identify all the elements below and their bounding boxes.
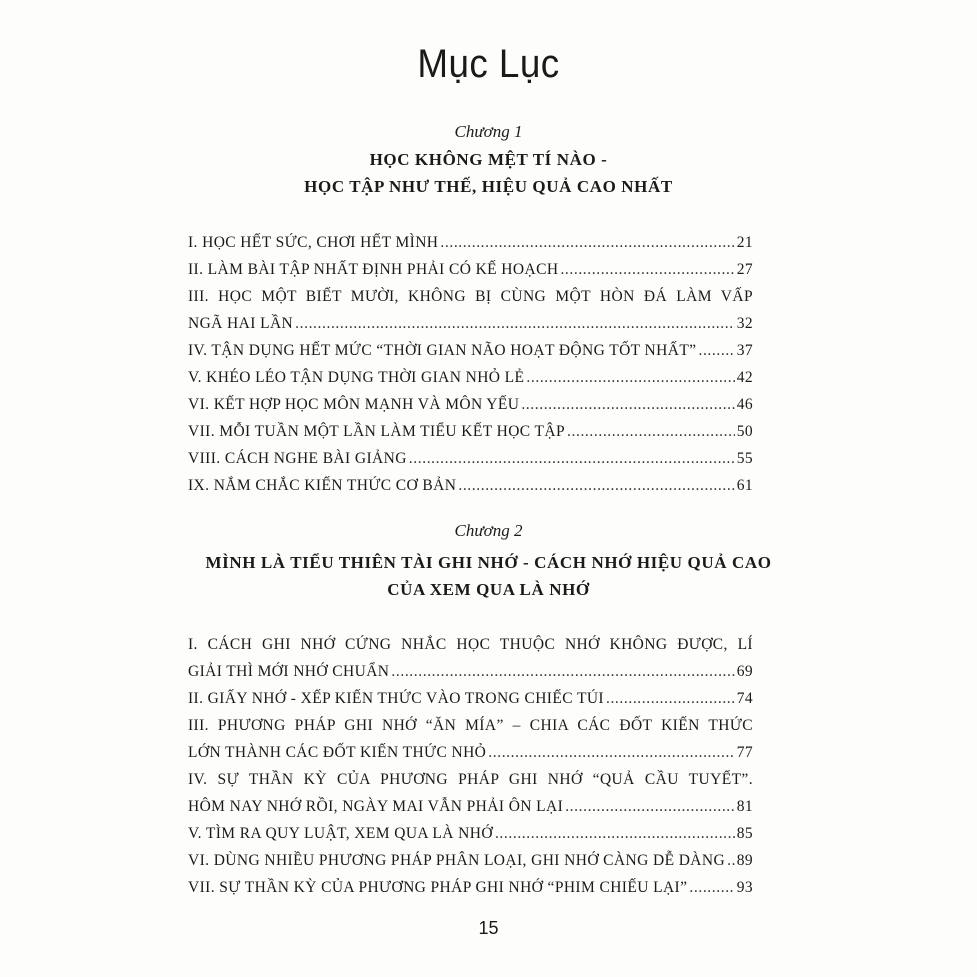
- toc-entry: [188, 445, 753, 472]
- toc-entry-page: 27: [736, 261, 753, 278]
- toc-entry-page: 21: [736, 234, 753, 251]
- toc-entry-title: IV. TẬN DỤNG HẾT MỨC “THỜI GIAN NÃO HOẠT ĐỘNG TỐT NHẤT”: [188, 342, 697, 359]
- toc-entry: [188, 472, 753, 499]
- toc-entry: [188, 685, 753, 712]
- toc-entry: [188, 739, 753, 766]
- toc-entry-title-first-line: I. CÁCH GHI NHỚ CỨNG NHẮC HỌC THUỘC NHỚ KHÔNG ĐƯỢC, LÍ: [188, 636, 753, 653]
- toc-entry: [188, 391, 753, 418]
- toc-leader-dots: [698, 337, 734, 364]
- toc-entry-title: IX. NẮM CHẮC KIẾN THỨC CƠ BẢN: [188, 477, 457, 494]
- toc-entry-title: V. TÌM RA QUY LUẬT, XEM QUA LÀ NHỚ: [188, 825, 493, 842]
- toc-entry-page: 61: [736, 477, 753, 494]
- toc-entry-title: VII. MỖI TUẦN MỘT LẦN LÀM TIỂU KẾT HỌC TẬP: [188, 423, 566, 440]
- toc-leader-dots: [560, 256, 734, 283]
- toc-entry-page: 46: [736, 396, 753, 413]
- toc-entry-title: VIII. CÁCH NGHE BÀI GIẢNG: [188, 450, 407, 467]
- toc-entry: [188, 229, 753, 256]
- toc-leader-dots: [567, 418, 735, 445]
- toc-entry: [188, 364, 753, 391]
- chapter-2-toc: [188, 631, 753, 901]
- toc-leader-dots: [488, 739, 734, 766]
- toc-entry-title-first-line: III. HỌC MỘT BIẾT MƯỜI, KHÔNG BỊ CÙNG MỘT HÒN ĐÁ LÀM VẤP: [188, 288, 753, 305]
- chapter-1-heading-line-2: HỌC TẬP NHƯ THẾ, HIỆU QUẢ CAO NHẤT: [304, 177, 673, 196]
- chapter-2-heading-line-2: CỦA XEM QUA LÀ NHỚ: [387, 580, 590, 599]
- toc-entry-page: 50: [736, 423, 753, 440]
- toc-entry-title: II. LÀM BÀI TẬP NHẤT ĐỊNH PHẢI CÓ KẾ HOẠCH: [188, 261, 559, 278]
- toc-entry-title: VII. SỰ THẦN KỲ CỦA PHƯƠNG PHÁP GHI NHỚ “PHIM CHIẾU LẠI”: [188, 879, 688, 896]
- toc-entry-title-continuation: GIẢI THÌ MỚI NHỚ CHUẨN: [188, 663, 390, 680]
- toc-entry: [188, 418, 753, 445]
- toc-entry-page: 93: [736, 879, 753, 896]
- chapter-1-label: Chương 1: [454, 122, 523, 141]
- toc-entry-title: VI. DÙNG NHIỀU PHƯƠNG PHÁP PHÂN LOẠI, GHI NHỚ CÀNG DỄ DÀNG: [188, 852, 726, 869]
- toc-leader-dots: [606, 685, 735, 712]
- toc-leader-dots: [409, 445, 735, 472]
- toc-entry-title: V. KHÉO LÉO TẬN DỤNG THỜI GIAN NHỎ LẺ: [188, 369, 525, 386]
- toc-leader-dots: [495, 820, 735, 847]
- toc-entry: [188, 256, 753, 283]
- chapter-1-heading-line-1: HỌC KHÔNG MỆT TÍ NÀO -: [369, 150, 608, 169]
- toc-leader-dots: [689, 874, 734, 901]
- chapter-2-label: Chương 2: [454, 521, 523, 540]
- toc-entry-page: 37: [736, 342, 753, 359]
- toc-entry-title: I. HỌC HẾT SỨC, CHƠI HẾT MÌNH: [188, 234, 439, 251]
- toc-entry-title-continuation: LỚN THÀNH CÁC ĐỐT KIẾN THỨC NHỎ: [188, 744, 487, 761]
- toc-entry: [188, 793, 753, 820]
- toc-leader-dots: [521, 391, 734, 418]
- toc-leader-dots: [391, 658, 734, 685]
- toc-entry-title-continuation: NGÃ HAI LẦN: [188, 315, 294, 332]
- toc-entry-page: 89: [736, 852, 753, 869]
- toc-entry-page: 32: [736, 315, 753, 332]
- toc-entry-page: 81: [736, 798, 753, 815]
- toc-entry: [188, 337, 753, 364]
- chapter-2-heading-line-1: MÌNH LÀ TIỂU THIÊN TÀI GHI NHỚ - CÁCH NHỚ HIỆU QUẢ CAO: [205, 553, 772, 572]
- toc-entry-page: 77: [736, 744, 753, 761]
- toc-entry: [188, 847, 753, 874]
- toc-leader-dots: [565, 793, 734, 820]
- toc-entry-page: 69: [736, 663, 753, 680]
- toc-leader-dots: [526, 364, 734, 391]
- toc-entry: [188, 310, 753, 337]
- toc-leader-dots: [727, 847, 735, 874]
- toc-entry: [188, 874, 753, 901]
- toc-entry-page: 74: [736, 690, 753, 707]
- toc-entry-title: II. GIẤY NHỚ - XẾP KIẾN THỨC VÀO TRONG CHIẾC TÚI: [188, 690, 604, 707]
- toc-entry: [188, 820, 753, 847]
- toc-entry-title-continuation: HÔM NAY NHỚ RỒI, NGÀY MAI VẪN PHẢI ÔN LẠI: [188, 798, 564, 815]
- toc-leader-dots: [440, 229, 734, 256]
- toc-entry-title: VI. KẾT HỢP HỌC MÔN MẠNH VÀ MÔN YẾU: [188, 396, 520, 413]
- toc-leader-dots: [295, 310, 735, 337]
- toc-entry-page: 85: [736, 825, 753, 842]
- toc-entry: [188, 658, 753, 685]
- chapter-1-toc: [188, 229, 753, 499]
- toc-entry-title-first-line: III. PHƯƠNG PHÁP GHI NHỚ “ĂN MÍA” – CHIA CÁC ĐỐT KIẾN THỨC: [188, 717, 753, 734]
- toc-entry-page: 55: [736, 450, 753, 467]
- toc-entry-title-first-line: IV. SỰ THẦN KỲ CỦA PHƯƠNG PHÁP GHI NHỚ “QUẢ CẦU TUYẾT”.: [188, 771, 753, 788]
- toc-leader-dots: [458, 472, 734, 499]
- page-title: Mục Lục: [417, 42, 560, 86]
- page-number: 15: [478, 918, 499, 938]
- toc-entry-page: 42: [736, 369, 753, 386]
